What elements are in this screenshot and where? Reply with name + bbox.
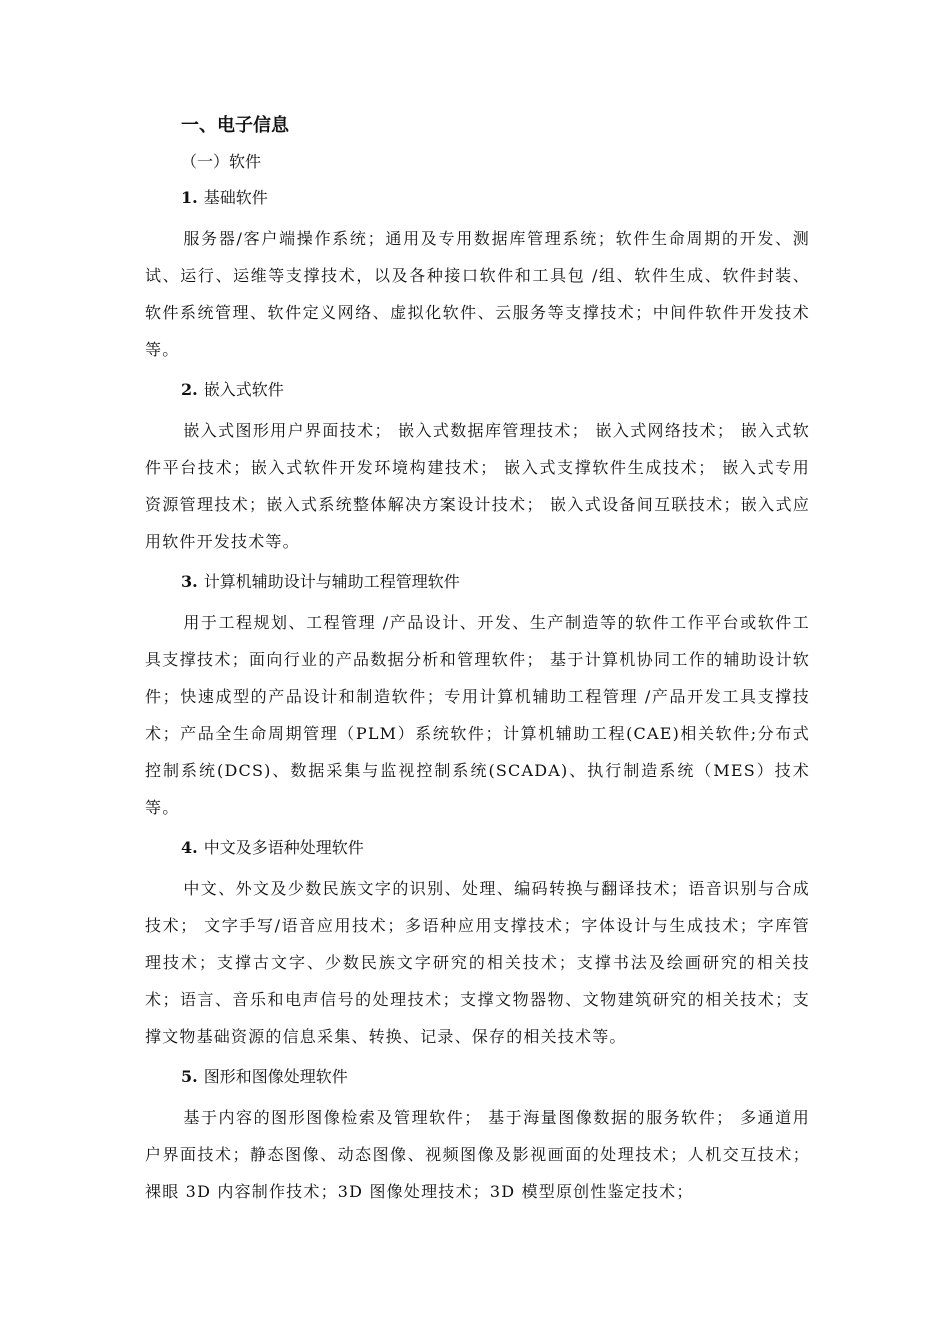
item-heading-1	[181, 184, 810, 212]
item-body-1: 服务器/客户端操作系统；通用及专用数据库管理系统；软件生命周期的开发、测试、运行、运维等支撑技术，以及各种接口软件和工具包 /组、软件生成、软件封装、软件系统管理、软件定义网络、虚拟化软件、云服务等支撑技术；中间件软件开发技术等。	[145, 229, 810, 359]
item-heading-text: 嵌入式软件	[203, 380, 284, 399]
item-number: 1.	[181, 188, 198, 207]
item-heading-text: 中文及多语种处理软件	[203, 838, 364, 857]
item-heading-text: 基础软件	[203, 188, 268, 207]
item-heading-text: 计算机辅助设计与辅助工程管理软件	[203, 572, 460, 591]
item-number: 2.	[181, 380, 198, 399]
item-heading-text: 图形和图像处理软件	[203, 1067, 348, 1086]
item-body-3: 用于工程规划、工程管理 /产品设计、开发、生产制造等的软件工作平台或软件工具支撑技术；面向行业的产品数据分析和管理软件； 基于计算机协同工作的辅助设计软件；快速成型的产品设计和制造软件；专用计算机辅助工程管理 /产品开发工具支撑技术；产品全生命周期管理（PLM）系统软件；计算机辅助工程(CAE)相关软件;分布式控制系统(DCS)、数据采集与监视控制系统(SCADA)、执行制造系统（MES）技术等。	[145, 613, 810, 817]
item-body-2: 嵌入式图形用户界面技术； 嵌入式数据库管理技术； 嵌入式网络技术； 嵌入式软件平台技术；嵌入式软件开发环境构建技术； 嵌入式支撑软件生成技术； 嵌入式专用资源管理技术；嵌入式系统整体解决方案设计技术； 嵌入式设备间互联技术；嵌入式应用软件开发技术等。	[145, 421, 810, 551]
item-heading-2	[181, 376, 810, 404]
item-heading-4	[181, 834, 810, 862]
document-page	[145, 112, 810, 1218]
section-title: 一、电子信息	[181, 115, 289, 136]
item-number: 3.	[181, 572, 198, 591]
item-heading-5	[181, 1063, 810, 1091]
item-heading-3	[181, 568, 810, 596]
item-number: 4.	[181, 838, 198, 857]
item-body-4: 中文、外文及少数民族文字的识别、处理、编码转换与翻译技术；语音识别与合成技术； 文字手写/语音应用技术；多语种应用支撑技术；字体设计与生成技术；字库管理技术；支撑古文字、少数民族文字研究的相关技术；支撑书法及绘画研究的相关技术；语言、音乐和电声信号的处理技术；支撑文物器物、文物建筑研究的相关技术；支撑文物基础资源的信息采集、转换、记录、保存的相关技术等。	[145, 879, 810, 1046]
item-body-5: 基于内容的图形图像检索及管理软件； 基于海量图像数据的服务软件； 多通道用户界面技术；静态图像、动态图像、视频图像及影视画面的处理技术；人机交互技术；裸眼 3D 内容制作技术；3D 图像处理技术；3D 模型原创性鉴定技术；	[145, 1108, 810, 1201]
item-number: 5.	[181, 1067, 198, 1086]
subsection-title: （一）软件	[181, 152, 262, 171]
